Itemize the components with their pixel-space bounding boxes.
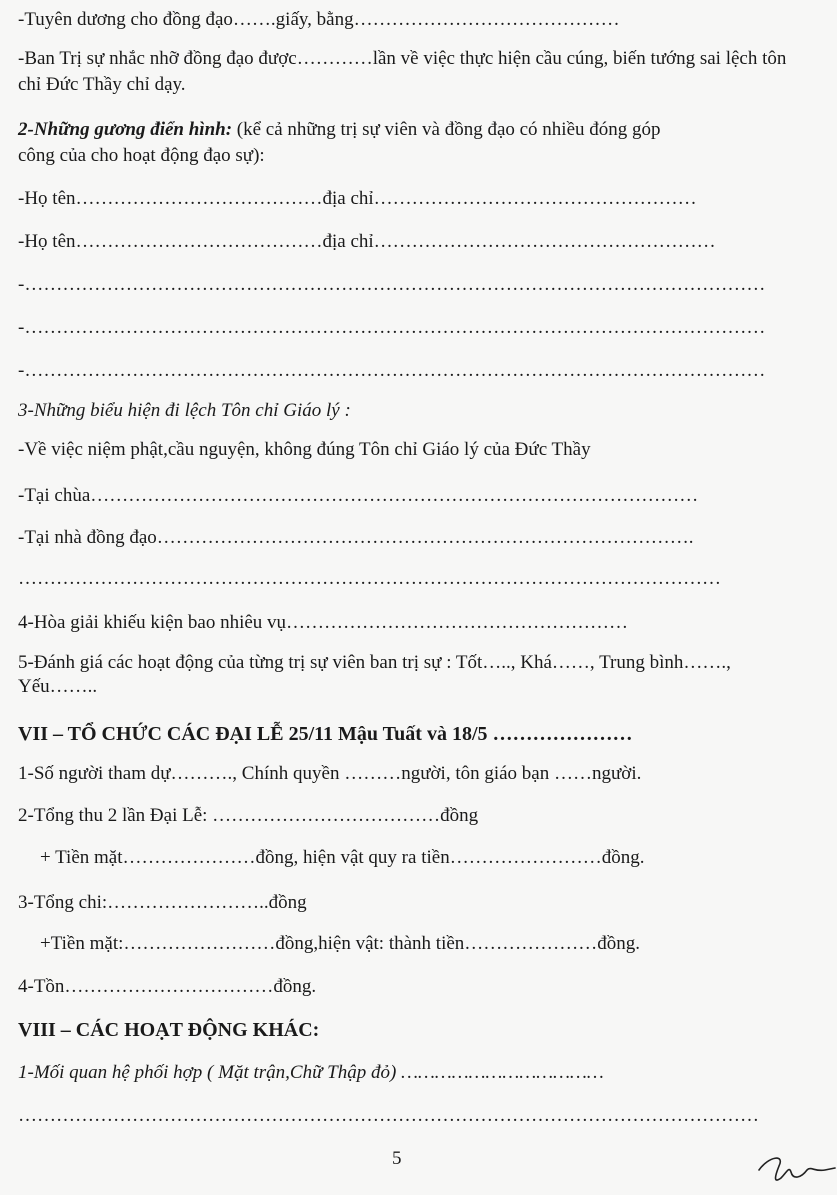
page-number: 5 xyxy=(392,1148,402,1169)
line-commendation: -Tuyên dương cho đồng đạo…….giấy, bằng…………………………………… xyxy=(18,9,620,30)
section-2-label: 2-Những gương điển hình: xyxy=(18,119,233,140)
line-total-expense: 3-Tổng chi:……………………..đồng xyxy=(18,892,307,913)
section-2-heading xyxy=(18,118,797,142)
blank-line-1: -……………………………………………………………………………………………………… xyxy=(18,274,766,295)
line-at-home: -Tại nhà đồng đạo…………………………………………………………………………. xyxy=(18,527,694,548)
handwritten-signature xyxy=(755,1148,837,1193)
section-vii-heading: VII – TỔ CHỨC CÁC ĐẠI LỄ 25/11 Mậu Tuất và 18/5 ………………… xyxy=(18,723,633,745)
section-3-heading: 3-Những biểu hiện đi lệch Tôn chỉ Giáo lý : xyxy=(18,400,351,421)
line-cash-expense: +Tiền mặt:……………………đồng,hiện vật: thành tiền…………………đồng. xyxy=(40,933,641,954)
line-total-income: 2-Tổng thu 2 lần Đại Lễ: ………………………………đồng xyxy=(18,805,479,826)
line-attendance: 1-Số người tham dự………., Chính quyền ………người, tôn giáo bạn ……người. xyxy=(18,763,642,784)
line-reminder: -Ban Trị sự nhắc nhỡ đồng đạo được…………lần về việc thực hiện cầu cúng, biến tướng sai lệch tôn chỉ Đức Thầy chỉ dạy. xyxy=(18,48,787,95)
line-coordination: 1-Mối quan hệ phối hợp ( Mặt trận,Chữ Thập đỏ) ……………………………… xyxy=(18,1062,604,1083)
section-2-rest: (kể cả những trị sự viên và đồng đạo có nhiều đóng góp xyxy=(232,119,661,140)
line-evaluation: 5-Đánh giá các hoạt động của từng trị sự viên ban trị sự : Tốt….., Khá……, Trung bình……., Yếu…….. xyxy=(18,652,731,697)
line-mediation: 4-Hòa giải khiếu kiện bao nhiêu vụ……………………………………………… xyxy=(18,612,629,633)
section-2-continuation: công của cho hoạt động đạo sự): xyxy=(18,145,265,166)
name-address-line-1: -Họ tên…………………………………địa chỉ…………………………………………… xyxy=(18,188,697,209)
name-address-line-2: -Họ tên…………………………………địa chỉ……………………………………………… xyxy=(18,231,716,252)
line-cash-income: + Tiền mặt…………………đồng, hiện vật quy ra tiền……………………đồng. xyxy=(40,847,645,868)
line-balance: 4-Tồn……………………………đồng. xyxy=(18,976,317,997)
line-at-pagoda: -Tại chùa…………………………………………………………………………………… xyxy=(18,485,699,506)
section-viii-heading: VIII – CÁC HOẠT ĐỘNG KHÁC: xyxy=(18,1019,320,1041)
line-prayer: -Về việc niệm phật,cầu nguyện, không đúng Tôn chỉ Giáo lý của Đức Thầy xyxy=(18,439,591,460)
blank-line-3: -……………………………………………………………………………………………………… xyxy=(18,360,766,381)
blank-line-5: ……………………………………………………………………………………………………… xyxy=(18,1105,759,1126)
blank-line-2: -……………………………………………………………………………………………………… xyxy=(18,317,766,338)
blank-line-4: ………………………………………………………………………………………………… xyxy=(18,568,721,589)
